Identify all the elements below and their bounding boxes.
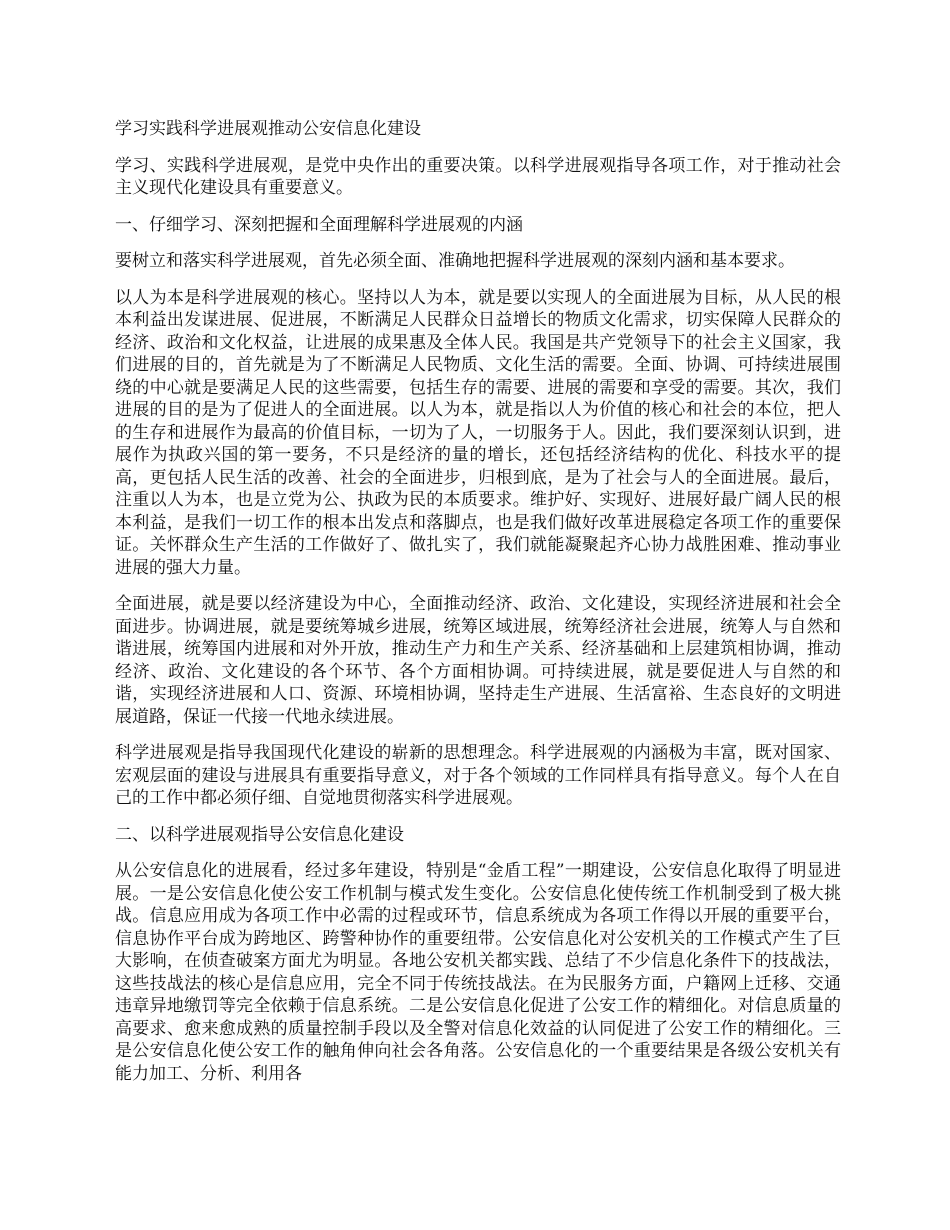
document-page: [115, 118, 841, 1099]
paragraph-1-3: 全面进展，就是要以经济建设为中心，全面推动经济、政治、文化建设，实现经济进展和社会全面进步。协调进展，就是要统筹城乡进展，统筹区域进展，统筹经济社会进展，统筹人与自然和谐进展，统筹国内进展和对外开放，推动生产力和生产关系、经济基础和上层建筑相协调，推动经济、政治、文化建设的各个环节、各个方面相协调。可持续进展，就是要促进人与自然的和谐，实现经济进展和人口、资源、环境相协调，坚持走生产进展、生活富裕、生态良好的文明进展道路，保证一代接一代地永续进展。: [115, 594, 841, 727]
section-heading-2: 二、以科学进展观指导公安信息化建设: [115, 824, 404, 845]
paragraph-2-1: 从公安信息化的进展看，经过多年建设，特别是“金盾工程”一期建设，公安信息化取得了明显进展。一是公安信息化使公安工作机制与模式发生变化。公安信息化使传统工作机制受到了极大挑战。信息应用成为各项工作中必需的过程或环节，信息系统成为各项工作得以开展的重要平台，信息协作平台成为跨地区、跨警种协作的重要纽带。公安信息化对公安机关的工作模式产生了巨大影响，在侦查破案方面尤为明显。各地公安机关都实践、总结了不少信息化条件下的技战法，这些技战法的核心是信息应用，完全不同于传统技战法。在为民服务方面，户籍网上迁移、交通违章异地缴罚等完全依赖于信息系统。二是公安信息化促进了公安工作的精细化。对信息质量的高要求、愈来愈成熟的质量控制手段以及全警对信息化效益的认同促进了公安工作的精细化。三是公安信息化使公安工作的触角伸向社会各角落。公安信息化的一个重要结果是各级公安机关有能力加工、分析、利用各: [115, 861, 841, 1084]
paragraph-1-4: 科学进展观是指导我国现代化建设的崭新的思想理念。科学进展观的内涵极为丰富，既对国家、宏观层面的建设与进展具有重要指导意义，对于各个领域的工作同样具有指导意义。每个人在自己的工作中都必须仔细、自觉地贯彻落实科学进展观。: [115, 743, 841, 808]
paragraph-1-2: 以人为本是科学进展观的核心。坚持以人为本，就是要以实现人的全面进展为目标，从人民的根本利益出发谋进展、促进展，不断满足人民群众日益增长的物质文化需求，切实保障人民群众的经济、政治和文化权益，让进展的成果惠及全体人民。我国是共产党领导下的社会主义国家，我们进展的目的，首先就是为了不断满足人民物质、文化生活的需要。全面、协调、可持续进展围绕的中心就是要满足人民的这些需要，包括生存的需要、进展的需要和享受的需要。其次，我们进展的目的是为了促进人的全面进展。以人为本，就是指以人为价值的核心和社会的本位，把人的生存和进展作为最高的价值目标，一切为了人，一切服务于人。因此，我们要深刻认识到，进展作为执政兴国的第一要务，不只是经济的量的增长，还包括经济结构的优化、科技水平的提高，更包括人民生活的改善、社会的全面进步，归根到底，是为了社会与人的全面进展。最后，注重以人为本，也是立党为公、执政为民的本质要求。维护好、实现好、进展好最广阔人民的根本利益，是我们一切工作的根本出发点和落脚点，也是我们做好改革进展稳定各项工作的重要保证。关怀群众生产生活的工作做好了、做扎实了，我们就能凝聚起齐心协力战胜困难、推动事业进展的强大力量。: [115, 287, 841, 578]
section-heading-1: 一、仔细学习、深刻把握和全面理解科学进展观的内涵: [115, 214, 523, 235]
document-title: 学习实践科学进展观推动公安信息化建设: [115, 119, 421, 139]
paragraph-1-1: 要树立和落实科学进展观，首先必须全面、准确地把握科学进展观的深刻内涵和基本要求。: [115, 251, 795, 271]
paragraph-intro: 学习、实践科学进展观，是党中央作出的重要决策。以科学进展观指导各项工作，对于推动社会主义现代化建设具有重要意义。: [115, 155, 841, 198]
